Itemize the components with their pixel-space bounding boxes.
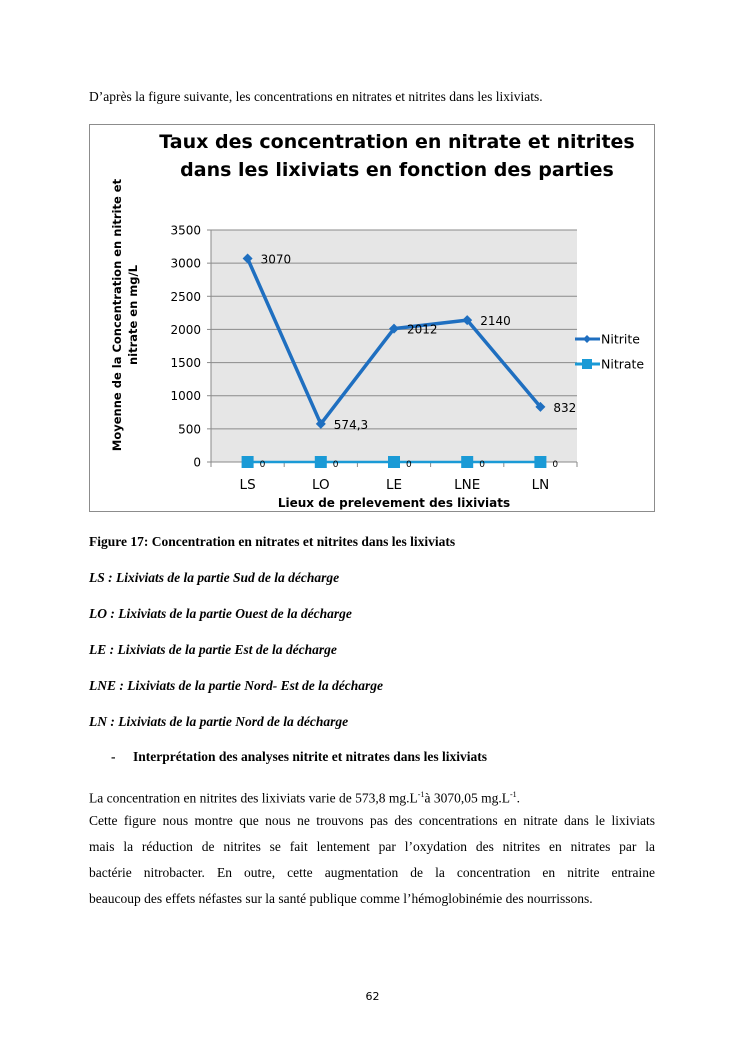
y-tick-label: 500: [178, 422, 201, 437]
para1-sup1: -1: [417, 790, 425, 799]
data-label-nitrite-lo: 574,3: [333, 417, 369, 432]
data-label-nitrate-ln: 0: [552, 460, 559, 470]
legend-marker-nitrite: [583, 335, 591, 343]
paragraph-2-line-1: Cette figure nous montre que nous ne trouvons pas des concentrations en nitrate dans le lixiviats: [89, 813, 655, 828]
data-label-nitrate-ls: 0: [259, 460, 266, 470]
data-label-nitrite-ln: 832: [553, 400, 577, 415]
y-axis-label-line-1: Moyenne de la Concentration en nitrite et: [110, 178, 124, 452]
data-label-nitrite-lne: 2140: [480, 314, 511, 329]
line-chart: [90, 125, 656, 513]
para1-mid: à 3070,05 mg.L: [424, 790, 510, 806]
section-heading-text: Interprétation des analyses nitrite et nitrates dans les lixiviats: [133, 749, 487, 764]
y-tick-label: 3000: [170, 256, 201, 271]
section-heading: [111, 749, 487, 765]
intro-text: D’après la figure suivante, les concentrations en nitrates et nitrites dans les lixiviats.: [89, 89, 543, 104]
data-label-nitrite-ls: 3070: [260, 252, 292, 267]
y-tick-label: 0: [193, 455, 201, 470]
y-axis-label-line-2: nitrate en mg/L: [126, 264, 140, 366]
y-tick-label: 2500: [170, 289, 201, 304]
para1-post: .: [516, 790, 520, 806]
legend-item-ls: LS : Lixiviats de la partie Sud de la décharge: [89, 570, 340, 585]
chart-title-line-1: Taux des concentration en nitrate et nitrites: [159, 131, 635, 153]
legend-label-nitrite: Nitrite: [601, 331, 640, 347]
legend-item-ln: LN : Lixiviats de la partie Nord de la décharge: [89, 714, 349, 729]
legend-marker-nitrate: [582, 359, 592, 369]
paragraph-2-line-2: mais la réduction de nitrites se fait lentement par l’oxydation des nitrites en nitrates par la: [89, 839, 655, 854]
bullet-dash: -: [111, 749, 116, 764]
data-label-nitrate-lne: 0: [479, 460, 485, 470]
y-tick-label: 2000: [170, 322, 201, 337]
x-tick-label-le: LE: [385, 477, 403, 493]
paragraph-2-line-4: beaucoup des effets néfastes sur la santé publique comme l’hémoglobinémie des nourrissons.: [89, 891, 593, 906]
x-tick-label-ls: LS: [239, 477, 256, 493]
page-number: 62: [365, 990, 380, 1003]
y-tick-label: 1000: [170, 389, 201, 404]
paragraph-2-line-3: bactérie nitrobacter. En outre, cette augmentation de la concentration en nitrite entraine: [89, 865, 655, 880]
data-label-nitrite-le: 2012: [407, 322, 438, 337]
figure-caption: Figure 17: Concentration en nitrates et nitrites dans les lixiviats: [89, 534, 456, 549]
marker-nitrate-le: [388, 456, 400, 468]
y-tick-label: 3500: [170, 223, 201, 238]
para1-sup2: -1: [509, 790, 517, 799]
marker-nitrate-ln: [534, 456, 546, 468]
para1-pre: La concentration en nitrites des lixiviats varie de 573,8 mg.L: [89, 790, 418, 806]
data-label-nitrate-le: 0: [406, 460, 412, 470]
chart-container: [89, 124, 655, 512]
marker-nitrate-lne: [461, 456, 473, 468]
marker-nitrate-ls: [242, 456, 254, 468]
legend-item-le: LE : Lixiviats de la partie Est de la décharge: [89, 642, 337, 657]
x-axis-label: Lieux de prelevement des lixiviats: [277, 496, 511, 510]
data-label-nitrate-lo: 0: [332, 460, 339, 470]
x-tick-label-ln: LN: [531, 477, 550, 493]
y-tick-label: 1500: [170, 356, 201, 371]
legend-item-lne: LNE : Lixiviats de la partie Nord- Est de la décharge: [89, 678, 383, 693]
x-tick-label-lo: LO: [311, 477, 330, 493]
legend-label-nitrate: Nitrate: [601, 356, 645, 372]
marker-nitrate-lo: [315, 456, 327, 468]
chart-title-line-2: dans les lixiviats en fonction des parties: [180, 159, 614, 181]
legend-item-lo: LO : Lixiviats de la partie Ouest de la décharge: [89, 606, 352, 621]
x-tick-label-lne: LNE: [454, 477, 481, 493]
